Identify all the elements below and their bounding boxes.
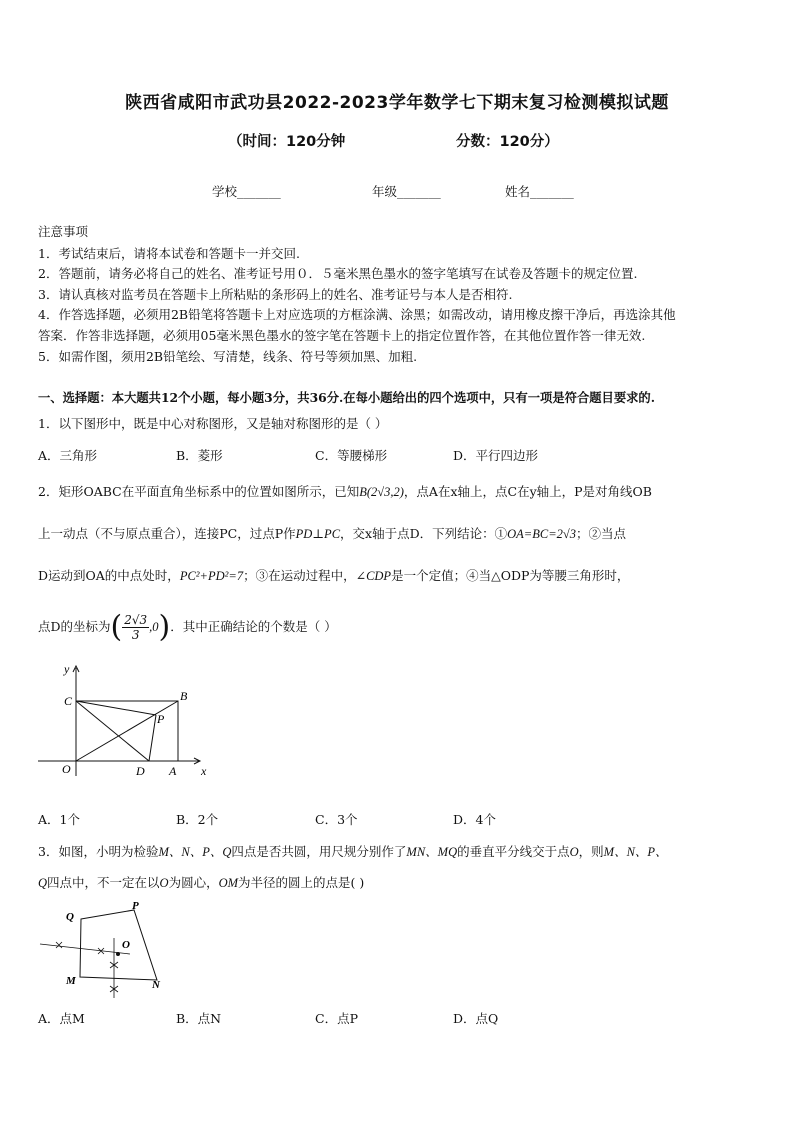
label-d: D [136, 764, 145, 778]
question-3-line-1: 3．如图，小明为检验M、N、P、Q四点是否共圆，用尺规分别作了MN、MQ的垂直平分线交于点O，则M、N、P、 [38, 844, 668, 859]
q2-option-d: D．4个 [453, 812, 496, 827]
segment-cp [76, 701, 156, 715]
exam-time: （时间：120分钟 [228, 134, 346, 150]
question-2-line-4: 点D的坐标为( $\frac{2√3}{3}$ ,0)．其中正确结论的个数是（ ） [38, 609, 337, 645]
exam-score: 分数：120分） [456, 134, 559, 150]
label-x: x [201, 764, 207, 778]
center-point-o [116, 952, 120, 956]
q2-option-a: A．1个 [38, 812, 80, 827]
label-a: A [169, 764, 177, 778]
school-field: 学校_______ [212, 184, 281, 199]
segment-pd [149, 715, 156, 761]
q2-option-b: B．2个 [176, 812, 219, 827]
label-y: y [64, 662, 70, 676]
label-b: B [180, 689, 188, 703]
notice-item: 5．如需作图，须用2B铅笔绘、写清楚，线条、符号等须加黑、加粗. [38, 349, 418, 364]
q3-option-d: D．点Q [453, 1011, 499, 1026]
section-heading: 一、选择题：本大题共12个小题，每小题3分，共36分.在每小题给出的四个选项中，只有一项是符合题目要求的. [38, 390, 656, 405]
name-field: 姓名_______ [505, 184, 574, 199]
question-2-line-3: D运动到OA的中点处时，PC²+PD²=7；③在运动过程中，∠CDP是一个定值；④当△ODP为等腰三角形时， [38, 568, 630, 583]
q1-option-c: C．等腰梯形 [315, 448, 388, 463]
question-3-line-2: Q四点中，不一定在以O为圆心，OM为半径的圆上的点是( ) [38, 875, 365, 890]
bisector-mq [40, 944, 130, 954]
question-1-stem: 1．以下图形中，既是中心对称图形，又是轴对称图形的是（ ） [38, 416, 388, 431]
q3-quadrilateral-figure [34, 898, 174, 1003]
q3-option-a: A．点M [38, 1011, 85, 1026]
label-p: P [132, 900, 139, 912]
q2-rectangle-figure [34, 660, 214, 780]
label-o: O [62, 762, 71, 776]
label-o: O [122, 939, 130, 951]
notice-item: 1．考试结束后，请将本试卷和答题卡一并交回. [38, 246, 300, 261]
question-2-line-2: 上一动点（不与原点重合），连接PC，过点P作PD⊥PC，交x轴于点D．下列结论：①OA=BC=2√3；②当点 [38, 526, 627, 541]
label-n: N [152, 979, 160, 991]
q2-option-c: C．3个 [315, 812, 358, 827]
label-q: Q [66, 911, 74, 923]
q3-option-c: C．点P [315, 1011, 358, 1026]
label-c: C [64, 694, 73, 708]
grade-field: 年级_______ [372, 184, 441, 199]
q1-option-b: B．菱形 [176, 448, 223, 463]
notice-item: 2．答题前，请务必将自己的姓名、准考证号用０．５毫米黑色墨水的签字笔填写在试卷及答题卡的规定位置. [38, 266, 638, 281]
exam-title: 陕西省咸阳市武功县2022-2023学年数学七下期末复习检测模拟试题 [125, 93, 669, 113]
notice-item: 答案．作答非选择题，必须用05毫米黑色墨水的签字笔在答题卡上的指定位置作答，在其他位置作答一律无效. [38, 328, 646, 343]
q1-option-d: D．平行四边形 [453, 448, 539, 463]
quadrilateral-mnpq [80, 910, 157, 980]
notice-heading: 注意事项 [38, 224, 89, 239]
q3-option-b: B．点N [176, 1011, 222, 1026]
question-2-line-1: 2．矩形OABC在平面直角坐标系中的位置如图所示，已知B(2√3,2)，点A在x轴上，点C在y轴上，P是对角线OB [38, 484, 652, 499]
notice-item: 4．作答选择题，必须用2B铅笔将答题卡上对应选项的方框涂满、涂黑；如需改动，请用橡皮擦干净后，再选涂其他 [38, 307, 676, 322]
segment-cd [76, 701, 149, 761]
label-m: M [66, 975, 76, 987]
notice-item: 3．请认真核对监考员在答题卡上所粘贴的条形码上的姓名、准考证号与本人是否相符. [38, 287, 513, 302]
q1-option-a: A．三角形 [38, 448, 98, 463]
label-p: P [157, 712, 165, 726]
